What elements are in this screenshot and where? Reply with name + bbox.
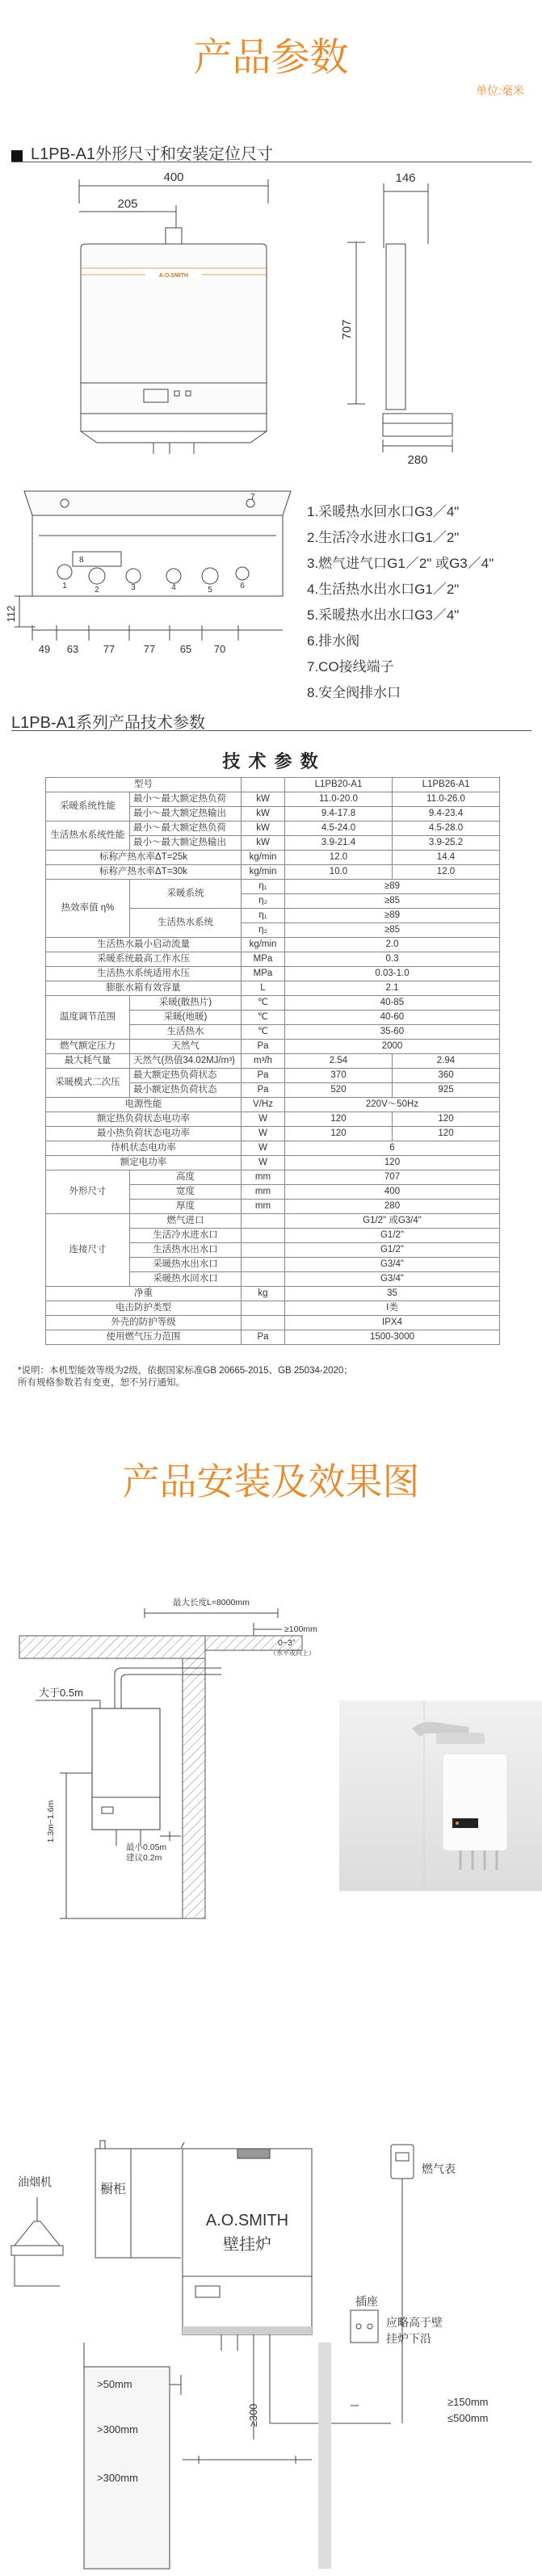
table-row: 燃气额定压力 天然气 Pa 2000 — [46, 1040, 500, 1054]
svg-text:5: 5 — [208, 586, 212, 595]
table-row: 电击防护类型 I类 — [46, 1301, 500, 1316]
table-row: η₂ ≥85 — [46, 923, 500, 938]
svg-text:2: 2 — [95, 586, 99, 595]
svg-text:A.O.SMITH: A.O.SMITH — [205, 2212, 289, 2229]
side-view-drawing — [315, 171, 509, 470]
legend-item: 6.排水阀 — [307, 633, 360, 649]
page-title: 产品参数 — [193, 36, 349, 79]
table-row: 外形尺寸 高度 mm 707 — [46, 1170, 500, 1185]
svg-text:最大长度L=8000mm: 最大长度L=8000mm — [173, 1598, 250, 1607]
installation-photo — [339, 1700, 542, 1891]
svg-text:63: 63 — [66, 643, 79, 655]
svg-text:插座: 插座 — [355, 2295, 378, 2308]
table-row: 标称产热水率ΔT=25k kg/min 12.0 14.4 — [46, 851, 500, 865]
connection-legend — [307, 499, 541, 706]
svg-text:>300mm: >300mm — [97, 2423, 138, 2435]
bottom-view-drawing — [5, 475, 307, 673]
table-row: 生活热水最小启动流量 kg/min 2.0 — [46, 938, 500, 952]
unit-label: 单位:毫米 — [476, 84, 524, 97]
spec-note: *说明：本机型能效等级为2级，依据国家标准GB 20665-2015、GB 25034-2020； 所有规格参数若有变更，恕不另行通知。 — [18, 1366, 353, 1388]
boiler-photo-icon — [339, 1700, 542, 1891]
table-row: 型号 L1PB20-A1 L1PB26-A1 — [46, 778, 500, 792]
svg-text:≥150mm: ≥150mm — [447, 2396, 489, 2408]
svg-text:挂炉下沿: 挂炉下沿 — [386, 2332, 431, 2345]
table-row: 厚度 mm 280 — [46, 1200, 500, 1214]
table-row: η₂ ≥85 — [46, 894, 500, 909]
table-row: 连接尺寸 燃气进口 G1/2" 或G3/4" — [46, 1214, 500, 1229]
front-view-drawing — [48, 171, 299, 462]
table-row: 待机状态电功率 W 6 — [46, 1141, 500, 1156]
svg-text:70: 70 — [213, 643, 226, 655]
table-row: 热效率值 η% 采暖系统 η₁ ≥89 — [46, 880, 500, 894]
install-title: 产品安装及效果图 — [122, 1460, 420, 1502]
svg-text:（水平或向上）: （水平或向上） — [270, 1649, 315, 1657]
svg-text:最小0.05m: 最小0.05m — [126, 1843, 167, 1852]
svg-text:0~3°: 0~3° — [278, 1638, 296, 1648]
svg-text:205: 205 — [117, 197, 138, 211]
svg-text:77: 77 — [103, 643, 116, 655]
table-row: 生活热水出水口 G1/2" — [46, 1243, 500, 1258]
install-clearance-diagram — [11, 1579, 351, 1918]
svg-text:A.O.SMITH: A.O.SMITH — [158, 273, 189, 279]
table-row: 最小～最大额定热输出 kW 9.4-17.8 9.4-23.4 — [46, 807, 500, 822]
table-row: 宽度 mm 400 — [46, 1185, 500, 1200]
table-row: 采暖热水回水口 G3/4" — [46, 1272, 500, 1287]
table-row: 标称产热水率ΔT=30k kg/min 10.0 12.0 — [46, 865, 500, 880]
legend-item: 1.采暖热水回水口G3／4" — [307, 504, 460, 519]
spec-table — [45, 777, 500, 1345]
svg-text:77: 77 — [143, 643, 156, 655]
table-row: 采暖系统性能 最小～最大额定热负荷 kW 11.0-20.0 11.0-26.0 — [46, 792, 500, 807]
table-row: 温度调节范围 采暖(散热片) ℃ 40-85 — [46, 996, 500, 1011]
table-row: 采暖系统最高工作水压 MPa 0.3 — [46, 952, 500, 967]
table-row: 生活热水 ℃ 35-60 — [46, 1025, 500, 1040]
svg-text:3: 3 — [131, 583, 136, 592]
svg-text:≥100mm: ≥100mm — [284, 1624, 317, 1634]
spec-heading: L1PB-A1系列产品技术参数 — [11, 714, 206, 732]
legend-item: 3.燃气进气口G1／2" 或G3／4" — [307, 556, 494, 571]
table-row: 最小热负荷状态电功率 W 120 120 — [46, 1127, 500, 1141]
svg-text:≥300: ≥300 — [247, 2403, 259, 2427]
svg-text:6: 6 — [240, 582, 245, 590]
legend-item: 4.生活热水出水口G1／2" — [307, 582, 460, 597]
svg-text:大于0.5m: 大于0.5m — [39, 1687, 83, 1699]
table-row: 采暖(地暖) ℃ 40-60 — [46, 1011, 500, 1025]
legend-item: 5.采暖热水出水口G3／4" — [307, 607, 460, 623]
svg-text:>300mm: >300mm — [97, 2472, 138, 2484]
spec-table-wrap — [45, 777, 500, 1345]
svg-text:1: 1 — [62, 582, 67, 590]
svg-text:707: 707 — [340, 319, 354, 340]
svg-text:400: 400 — [163, 170, 184, 184]
svg-text:49: 49 — [38, 643, 51, 655]
svg-text:建议0.2m: 建议0.2m — [126, 1853, 162, 1863]
table-title: 技 术 参 数 — [222, 751, 320, 771]
table-row: 膨胀水箱有效容量 L 2.1 — [46, 981, 500, 996]
svg-text:>50mm: >50mm — [97, 2378, 132, 2390]
legend-item: 7.CO接线端子 — [307, 659, 394, 674]
svg-text:橱柜: 橱柜 — [99, 2183, 127, 2196]
table-row: 净重 kg 35 — [46, 1287, 500, 1301]
svg-text:280: 280 — [407, 453, 428, 467]
divider — [11, 730, 531, 731]
svg-text:8: 8 — [79, 556, 84, 565]
kitchen-layout-diagram — [11, 2149, 528, 2569]
table-row: 最小～最大额定热输出 kW 3.9-21.4 3.9-25.2 — [46, 836, 500, 851]
dims-heading: L1PB-A1外形尺寸和安装定位尺寸 — [11, 141, 273, 164]
svg-text:1.3m~1.6m: 1.3m~1.6m — [46, 1800, 56, 1843]
svg-text:65: 65 — [179, 643, 192, 655]
legend-item: 8.安全阀排水口 — [307, 685, 401, 700]
table-row: 额定热负荷状态电功率 W 120 120 — [46, 1112, 500, 1127]
table-row: 生活冷水进水口 G1/2" — [46, 1229, 500, 1243]
svg-text:4: 4 — [171, 583, 176, 592]
table-row: 使用燃气压力范围 Pa 1500-3000 — [46, 1330, 500, 1345]
bullet-square-icon — [11, 150, 23, 162]
svg-text:112: 112 — [5, 605, 17, 623]
table-row: 采暖热水出水口 G3/4" — [46, 1258, 500, 1272]
svg-text:146: 146 — [395, 171, 416, 185]
table-row: 采暖模式二次压 最大额定热负荷状态 Pa 370 360 — [46, 1069, 500, 1083]
table-row: 最大耗气量 天然气(热值34.02MJ/m³) m³/h 2.54 2.94 — [46, 1054, 500, 1069]
svg-text:油烟机: 油烟机 — [18, 2175, 52, 2188]
table-row: 额定电功率 W 120 — [46, 1156, 500, 1170]
svg-text:壁挂炉: 壁挂炉 — [223, 2236, 271, 2254]
svg-text:应略高于壁: 应略高于壁 — [386, 2316, 443, 2329]
table-row: 电源性能 V/Hz 220V～50Hz — [46, 1098, 500, 1112]
svg-text:7: 7 — [250, 493, 255, 502]
table-row: 最小额定热负荷状态 Pa 520 925 — [46, 1083, 500, 1098]
legend-item: 2.生活冷水进水口G1／2" — [307, 530, 460, 545]
table-row: 外壳的防护等级 IPX4 — [46, 1316, 500, 1330]
svg-text:≤500mm: ≤500mm — [447, 2412, 489, 2424]
table-row: 生活热水系统适用水压 MPa 0.03-1.0 — [46, 967, 500, 981]
svg-text:燃气表: 燃气表 — [422, 2162, 456, 2175]
table-row: 生活热水系统性能 最小～最大额定热负荷 kW 4.5-24.0 4.5-28.0 — [46, 822, 500, 836]
table-row: 生活热水系统 η₁ ≥89 — [46, 909, 500, 923]
